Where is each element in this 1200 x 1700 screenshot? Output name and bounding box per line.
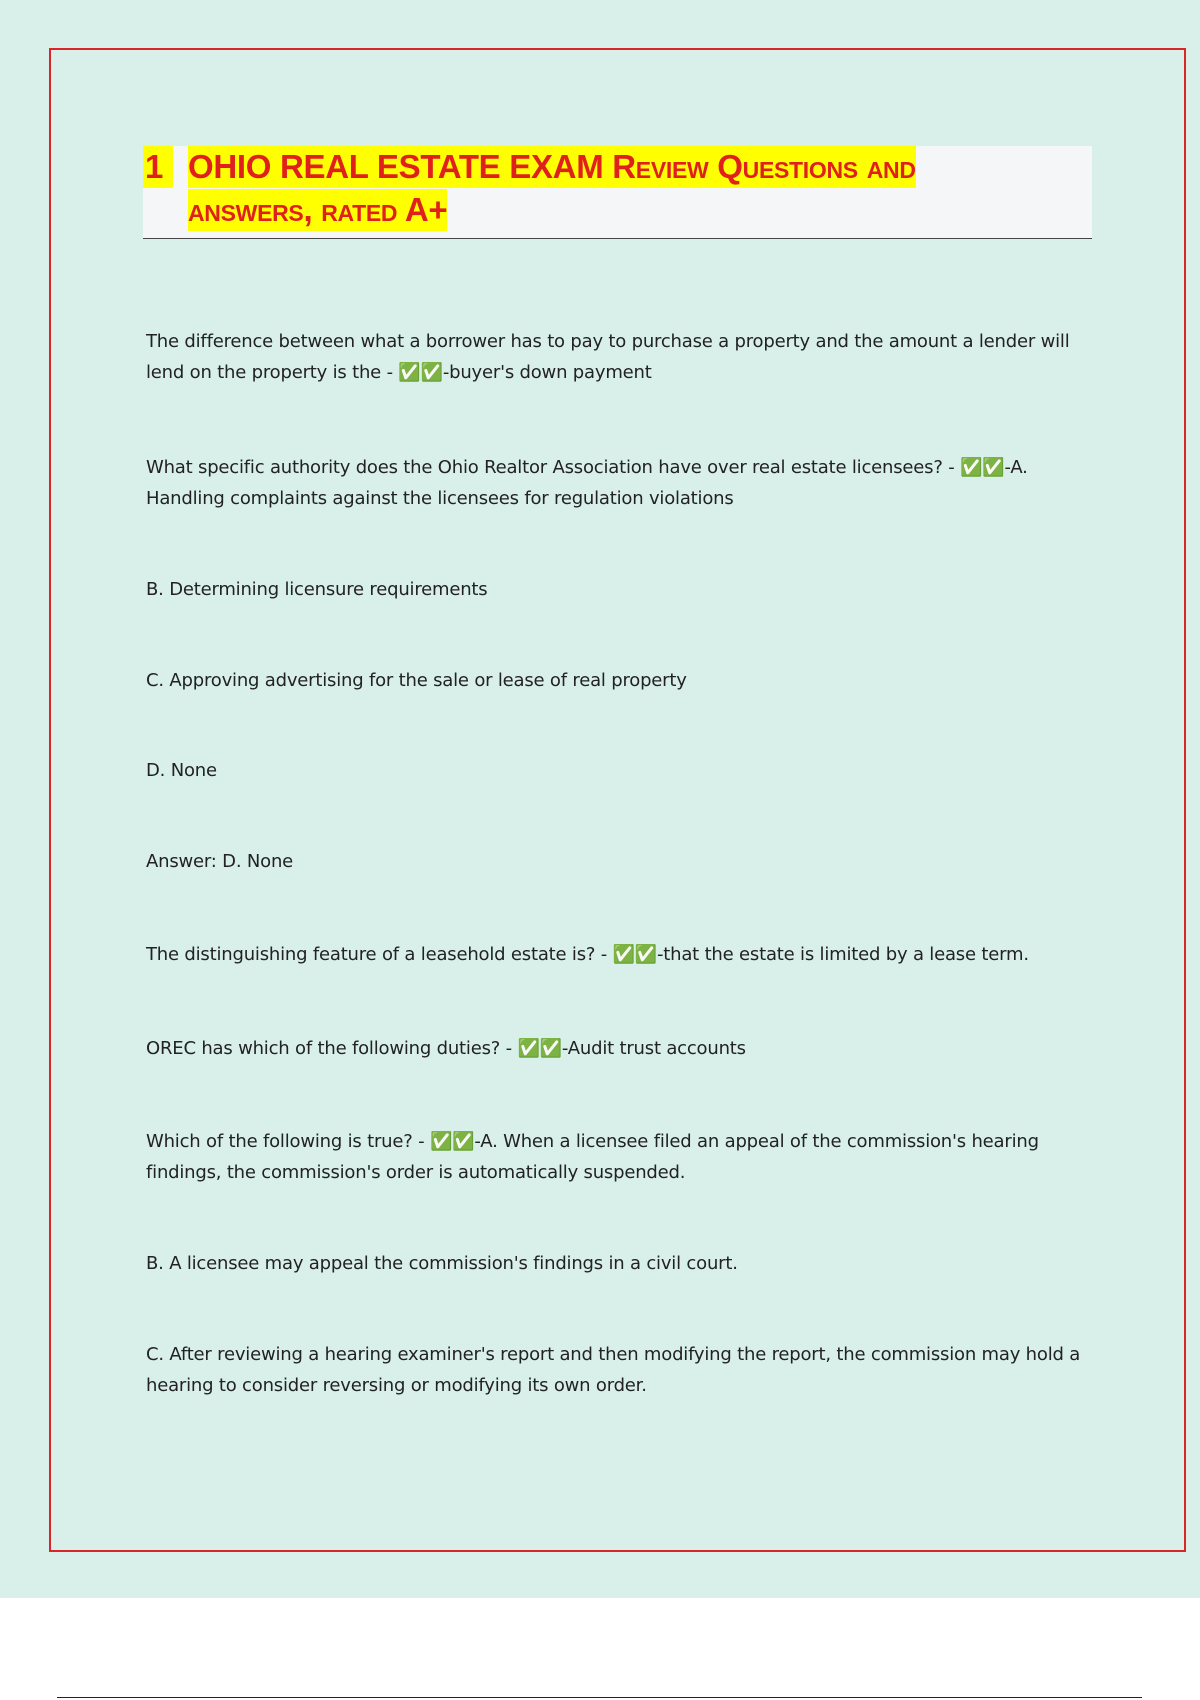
option-c-advertising: C. Approving advertising for the sale or lease of real property	[146, 670, 687, 691]
option-d-none: D. None	[146, 760, 217, 781]
footer-rule	[57, 1697, 1142, 1698]
option-b-licensure: B. Determining licensure requirements	[146, 579, 488, 600]
question-which-true: Which of the following is true? - ✅✅-A. When a licensee filed an appeal of the commission's hearing findings, the commission's order is automatically suspended.	[146, 1131, 1039, 1183]
heading-title-line-2: answers, rated A+	[188, 189, 447, 231]
document-heading	[143, 146, 1092, 239]
option-b-civil-court: B. A licensee may appeal the commission's findings in a civil court.	[146, 1253, 738, 1274]
option-c-hearing-examiner: C. After reviewing a hearing examiner's report and then modifying the report, the commission may hold a hearing to consider reversing or modifying its own order.	[146, 1344, 1081, 1396]
question-orec-duties: OREC has which of the following duties? - ✅✅-Audit trust accounts	[146, 1038, 746, 1059]
answer-d-none: Answer: D. None	[146, 851, 294, 872]
page-border-frame	[49, 48, 1186, 1552]
question-down-payment: The difference between what a borrower has to pay to purchase a property and the amount a lender will lend on the property is the - ✅✅-buyer's down payment	[146, 331, 1070, 383]
heading-number: 1	[143, 146, 173, 188]
heading-title-line-1: OHIO REAL ESTATE EXAM Review Questions and	[188, 146, 916, 188]
question-ohio-realtor-authority: What specific authority does the Ohio Realtor Association have over real estate licensees? - ✅✅-A. Handling complaints against the licensees for regulation violations	[146, 457, 1028, 509]
question-leasehold-estate: The distinguishing feature of a leasehold estate is? - ✅✅-that the estate is limited by a lease term.	[146, 944, 1029, 965]
